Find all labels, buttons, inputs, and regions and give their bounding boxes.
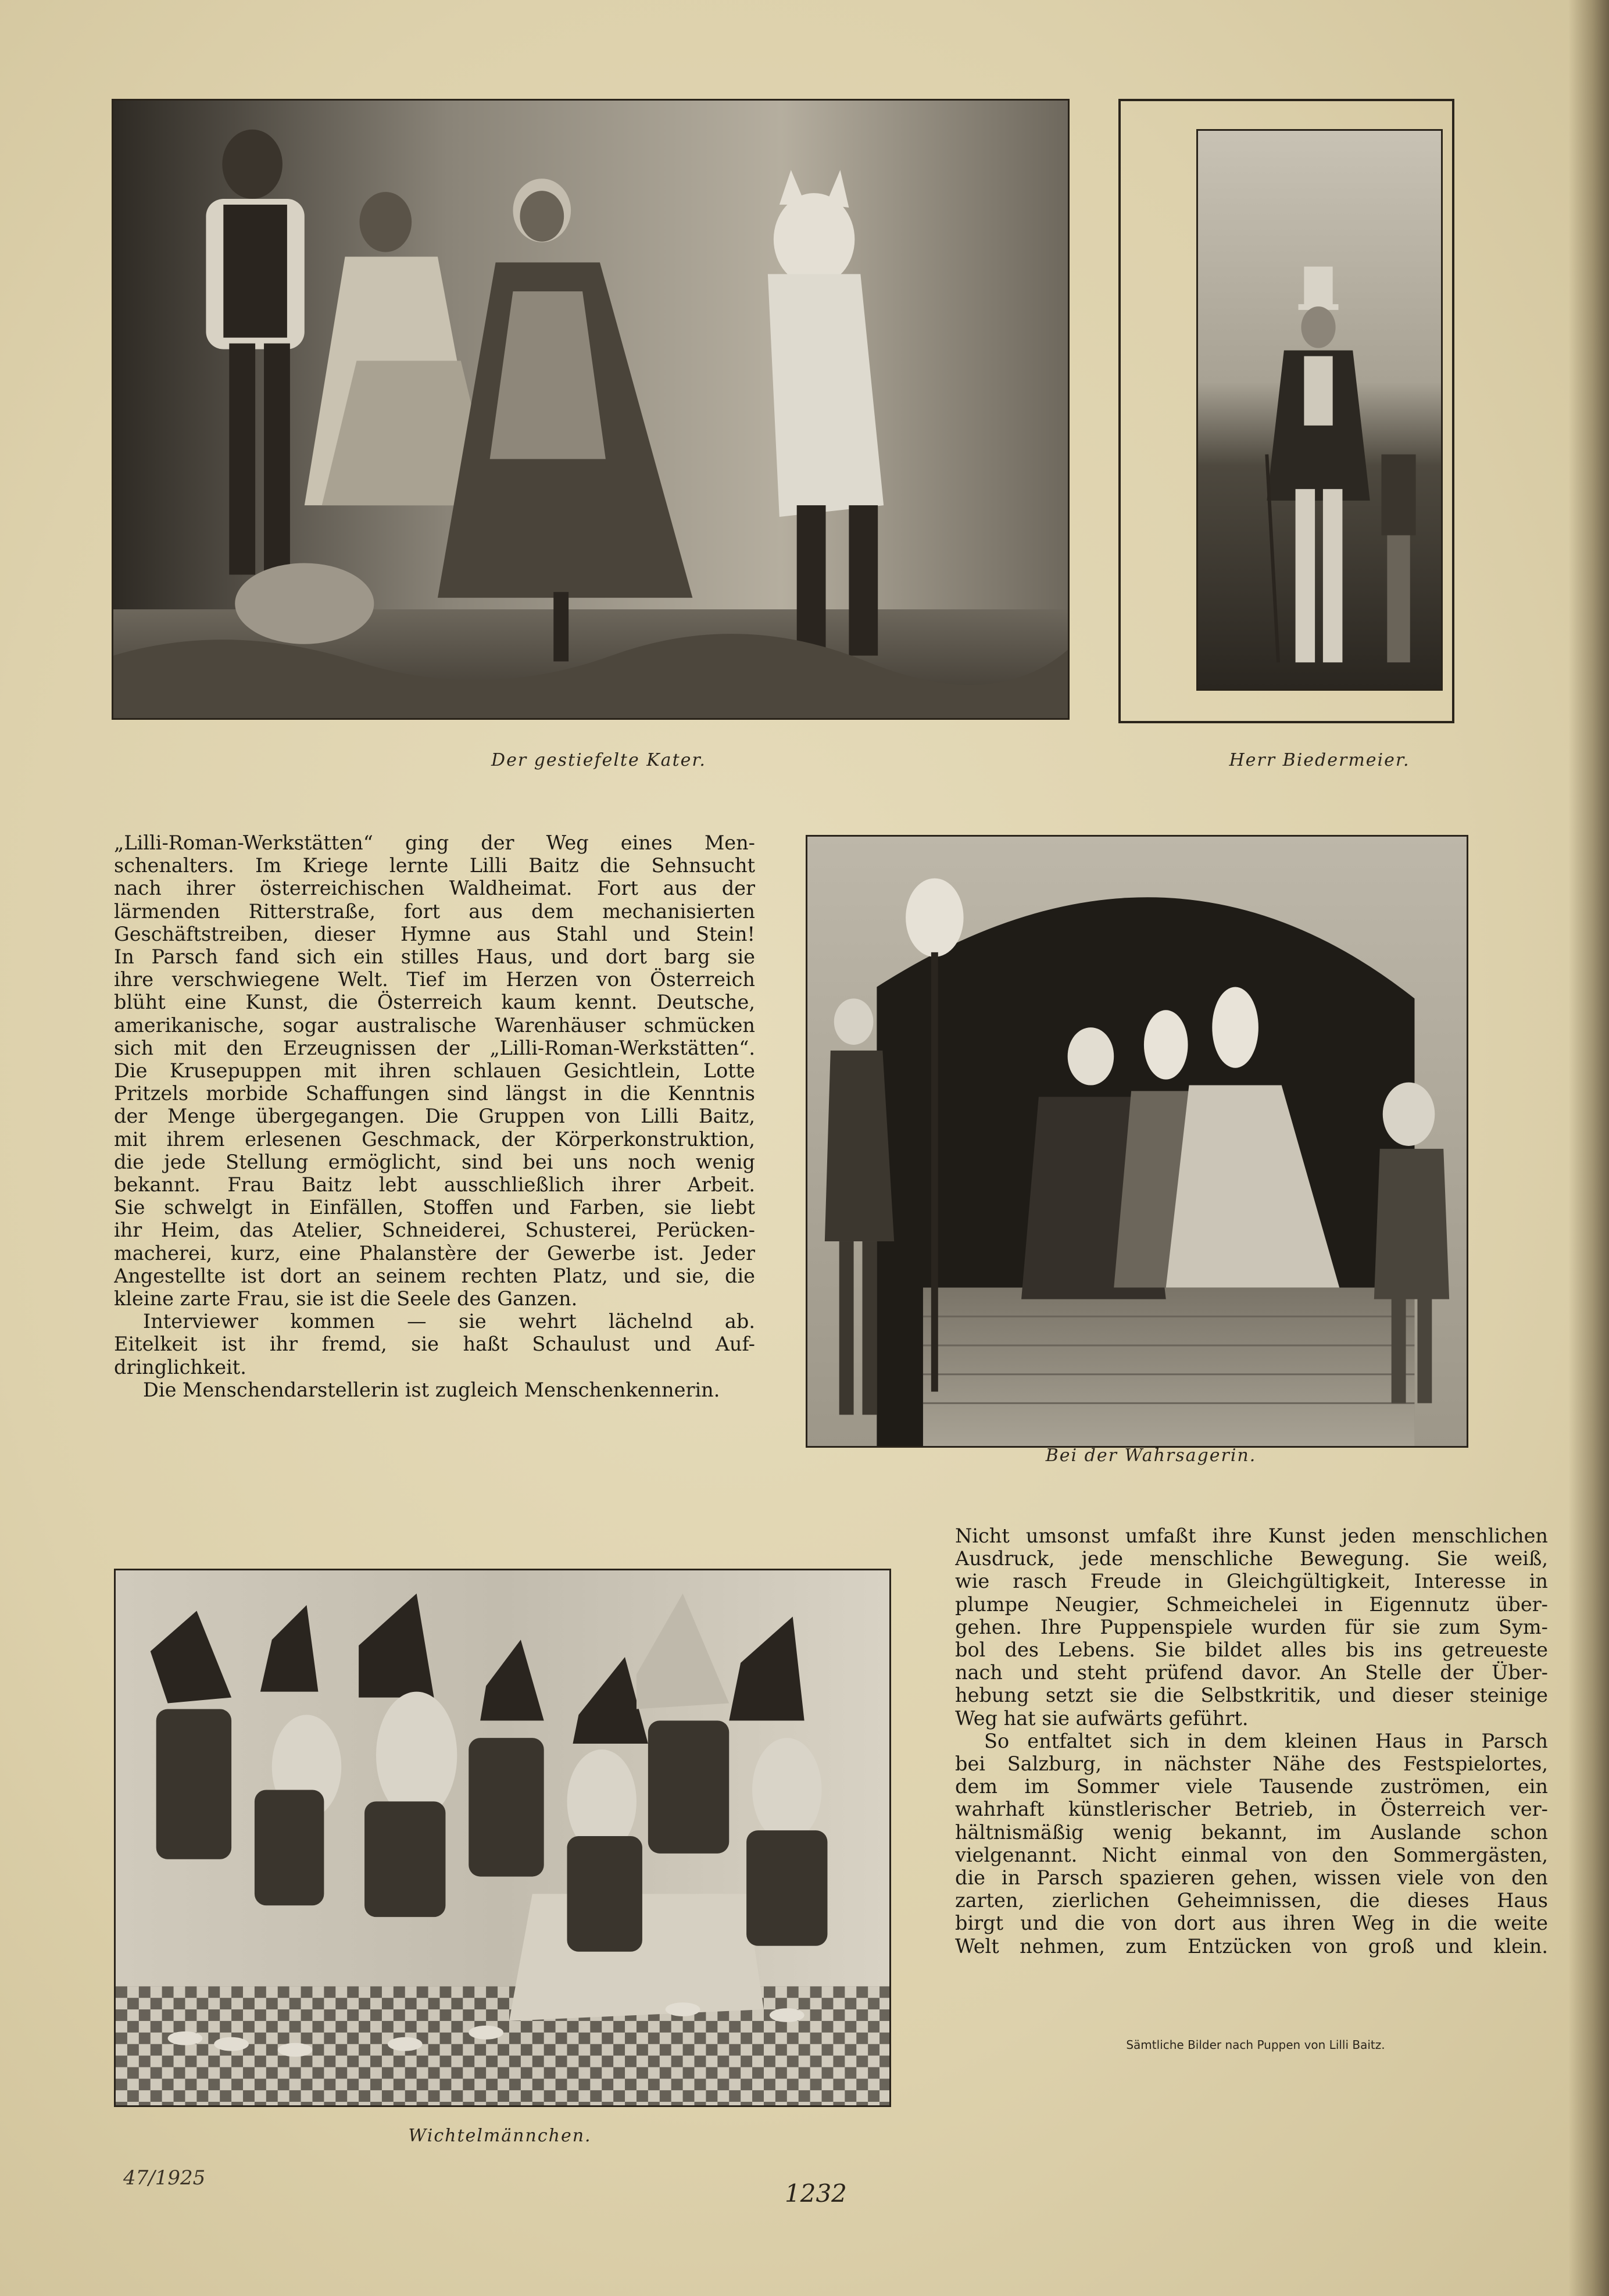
article-line: bol des Lebens. Sie bildet alles bis ins getreueste bbox=[955, 1638, 1548, 1662]
photo-puss-in-boots bbox=[112, 99, 1070, 720]
article-column-right bbox=[955, 1524, 1548, 1958]
article-line: sich mit den Erzeugnissen der „Lilli-Roman-Werkstätten“. bbox=[114, 1036, 755, 1059]
article-line: Ausdruck, jede menschliche Bewegung. Sie weiß, bbox=[955, 1547, 1548, 1570]
article-line: Nicht umsonst umfaßt ihre Kunst jeden menschlichen bbox=[955, 1524, 1548, 1547]
photo-fortune-teller-image bbox=[807, 837, 1467, 1446]
caption-gnomes: Wichtelmännchen. bbox=[408, 2126, 592, 2146]
article-line: dringlichkeit. bbox=[114, 1355, 246, 1379]
photo-credit: Sämtliche Bilder nach Puppen von Lilli Baitz. bbox=[1126, 2038, 1385, 2052]
article-line: blüht eine Kunst, die Österreich kaum kennt. Deutsche, bbox=[114, 991, 755, 1014]
article-line: ihr Heim, das Atelier, Schneiderei, Schusterei, Perücken- bbox=[114, 1219, 755, 1242]
article-line: wie rasch Freude in Gleichgültigkeit, Interesse in bbox=[955, 1570, 1548, 1593]
photo-gnomes bbox=[114, 1569, 891, 2107]
article-line: birgt und die von dort aus ihren Weg in die weite bbox=[955, 1912, 1548, 1935]
photo-fortune-teller bbox=[806, 835, 1468, 1448]
article-line: dem im Sommer viele Tausende zuströmen, ein bbox=[955, 1775, 1548, 1798]
article-line: gehen. Ihre Puppenspiele wurden für sie zum Sym- bbox=[955, 1615, 1548, 1638]
article-line: Pritzels morbide Schaffungen sind längst in die Kenntnis bbox=[114, 1082, 755, 1105]
article-line: zarten, zierlichen Geheimnissen, die dieses Haus bbox=[955, 1889, 1548, 1912]
article-line: mit ihrem erlesenen Geschmack, der Körperkonstruktion, bbox=[114, 1127, 755, 1151]
article-line: macherei, kurz, eine Phalanstère der Gewerbe ist. Jeder bbox=[114, 1241, 755, 1265]
article-line: hebung setzt sie die Selbstkritik, und dieser steinige bbox=[955, 1684, 1548, 1707]
article-line: die in Parsch spazieren gehen, wissen viele von den bbox=[955, 1866, 1548, 1890]
photo-gnomes-image bbox=[116, 1570, 889, 2105]
photo-puss-in-boots-image bbox=[113, 101, 1068, 718]
issue-number: 47/1925 bbox=[123, 2166, 206, 2190]
article-line: Die Menschendarstellerin ist zugleich Menschenkennerin. bbox=[143, 1378, 720, 1401]
article-column-left bbox=[114, 831, 755, 1401]
article-line: Welt nehmen, zum Entzücken von groß und klein. bbox=[955, 1934, 1548, 1958]
article-line: Weg hat sie aufwärts geführt. bbox=[955, 1706, 1249, 1730]
photo-herr-biedermeier bbox=[1196, 129, 1443, 691]
article-line: schenalters. Im Kriege lernte Lilli Baitz die Sehnsucht bbox=[114, 854, 755, 877]
article-line: plumpe Neugier, Schmeichelei in Eigennutz über- bbox=[955, 1592, 1548, 1616]
article-line: Sie schwelgt in Einfällen, Stoffen und Farben, sie liebt bbox=[114, 1196, 755, 1219]
article-line: bekannt. Frau Baitz lebt ausschließlich ihrer Arbeit. bbox=[114, 1173, 755, 1197]
article-line: der Menge übergegangen. Die Gruppen von Lilli Baitz, bbox=[114, 1105, 755, 1128]
article-line: amerikanische, sogar australische Warenhäuser schmücken bbox=[114, 1013, 755, 1037]
article-line: kleine zarte Frau, sie ist die Seele des Ganzen. bbox=[114, 1287, 578, 1311]
caption-fortune-teller: Bei der Wahrsagerin. bbox=[1045, 1445, 1257, 1466]
article-line: Geschäftstreiben, dieser Hymne aus Stahl und Stein! bbox=[114, 922, 755, 945]
article-line: Eitelkeit ist ihr fremd, sie haßt Schaulust und Auf- bbox=[114, 1333, 755, 1356]
article-line: Die Krusepuppen mit ihren schlauen Gesichtlein, Lotte bbox=[114, 1059, 755, 1083]
article-line: wahrhaft künstlerischer Betrieb, in Österreich ver- bbox=[955, 1798, 1548, 1821]
article-line: In Parsch fand sich ein stilles Haus, und dort barg sie bbox=[114, 945, 755, 969]
article-line: nach ihrer österreichischen Waldheimat. Fort aus der bbox=[114, 877, 755, 900]
article-line: bei Salzburg, in nächster Nähe des Festspielortes, bbox=[955, 1752, 1548, 1776]
article-line: nach und steht prüfend davor. An Stelle der Über- bbox=[955, 1661, 1548, 1684]
article-line: Interviewer kommen — sie wehrt lächelnd ab. bbox=[143, 1310, 755, 1333]
article-line: die jede Stellung ermöglicht, sind bei uns noch wenig bbox=[114, 1150, 755, 1173]
article-line: ihre verschwiegene Welt. Tief im Herzen von Österreich bbox=[114, 968, 755, 991]
article-line: lärmenden Ritterstraße, fort aus dem mechanisierten bbox=[114, 899, 755, 923]
article-line: hältnismäßig wenig bekannt, im Auslande schon bbox=[955, 1820, 1548, 1844]
article-line: „Lilli-Roman-Werkstätten“ ging der Weg eines Men- bbox=[114, 831, 755, 854]
caption-puss-in-boots: Der gestiefelte Kater. bbox=[491, 750, 706, 770]
article-line: So entfaltet sich in dem kleinen Haus in Parsch bbox=[984, 1729, 1548, 1752]
page-number: 1232 bbox=[785, 2179, 847, 2208]
photo-herr-biedermeier-image bbox=[1198, 131, 1441, 689]
article-line: Angestellte ist dort an seinem rechten Platz, und sie, die bbox=[114, 1264, 755, 1287]
caption-herr-biedermeier: Herr Biedermeier. bbox=[1229, 750, 1410, 770]
article-line: vielgenannt. Nicht einmal von den Sommergästen, bbox=[955, 1843, 1548, 1866]
binding-shadow bbox=[1568, 0, 1609, 2296]
